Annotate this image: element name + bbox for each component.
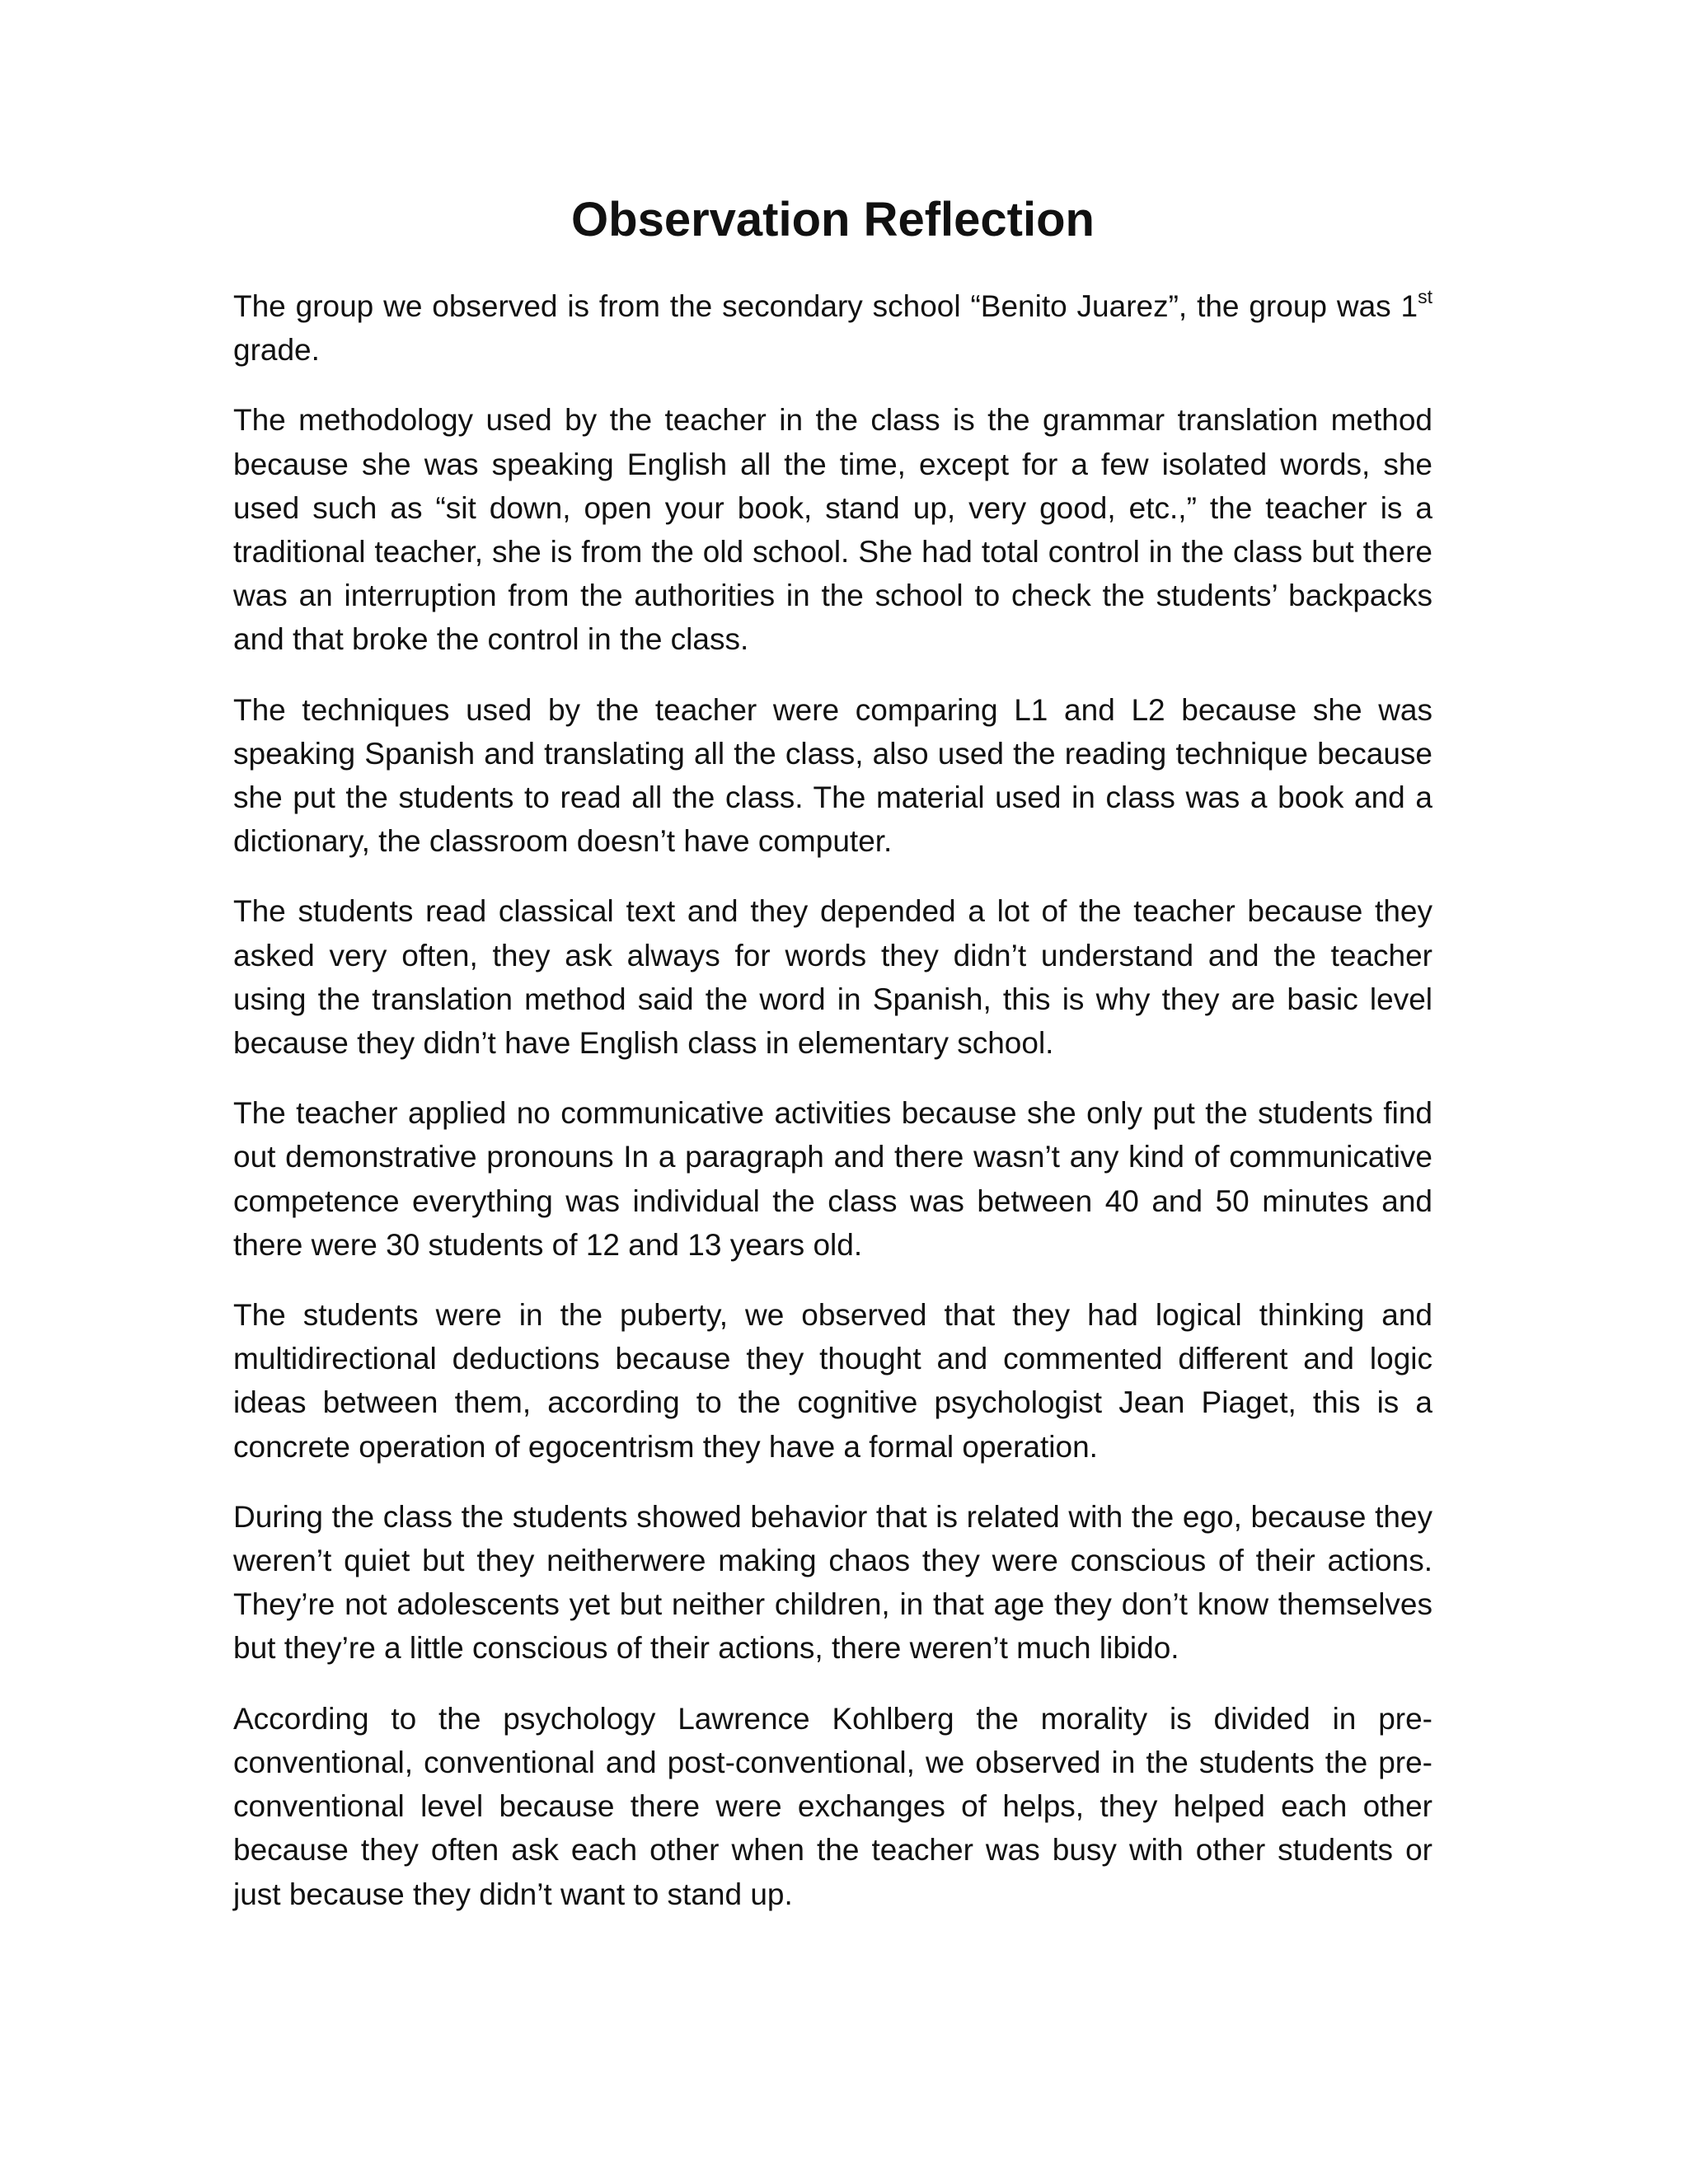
paragraph-students-reading: The students read classical text and they depended a lot of the teacher because they asked very often, they ask always for words they didn’t understand and the teacher using the translation method said the word in Spanish, this is why they are basic level because they didn’t have English class in elementary school. xyxy=(233,894,1432,1061)
intro-text-end: grade. xyxy=(233,333,320,368)
paragraph-techniques: The techniques used by the teacher were comparing L1 and L2 because she was speaking Spanish and translating all the class, also used the reading technique because she put the students to read all the class. The material used in class was a book and a dictionary, the classroom doesn’t have computer. xyxy=(233,692,1432,859)
paragraph-intro xyxy=(233,284,1432,372)
ordinal-superscript: st xyxy=(1418,286,1432,307)
paragraph-morality: According to the psychology Lawrence Kohlberg the morality is divided in pre-conventional, conventional and post-conventional, we observed in the students the pre-conventional level because there were exchanges of helps, they helped each other because they often ask each other when the teacher was busy with other students or just because they didn’t want to stand up. xyxy=(233,1701,1432,1911)
paragraph-methodology: The methodology used by the teacher in the class is the grammar translation method because she was speaking English all the time, except for a few isolated words, she used such as “sit down, open your book, stand up, very good, etc.,” the teacher is a traditional teacher, she is from the old school. She had total control in the class but there was an interruption from the authorities in the school to check the students’ backpacks and that broke the control in the class. xyxy=(233,403,1432,657)
document-page xyxy=(233,185,1432,1943)
intro-text: The group we observed is from the secondary school “Benito Juarez”, the group was 1 xyxy=(233,289,1418,323)
paragraph-activities: The teacher applied no communicative activities because she only put the students find out demonstrative pronouns In a paragraph and there wasn’t any kind of communicative competence everything was individual the class was between 40 and 50 minutes and there were 30 students of 12 and 13 years old. xyxy=(233,1096,1432,1262)
page-title: Observation Reflection xyxy=(571,193,1095,246)
paragraph-puberty: The students were in the puberty, we observed that they had logical thinking and multidirectional deductions because they thought and commented different and logic ideas between them, according to the cognitive psychologist Jean Piaget, this is a concrete operation of egocentrism they have a formal operation. xyxy=(233,1298,1432,1464)
paragraph-behavior: During the class the students showed behavior that is related with the ego, because they weren’t quiet but they neitherwere making chaos they were conscious of their actions. They’re not adolescents yet but neither children, in that age they don’t know themselves but they’re a little conscious of their actions, there weren’t much libido. xyxy=(233,1499,1432,1666)
